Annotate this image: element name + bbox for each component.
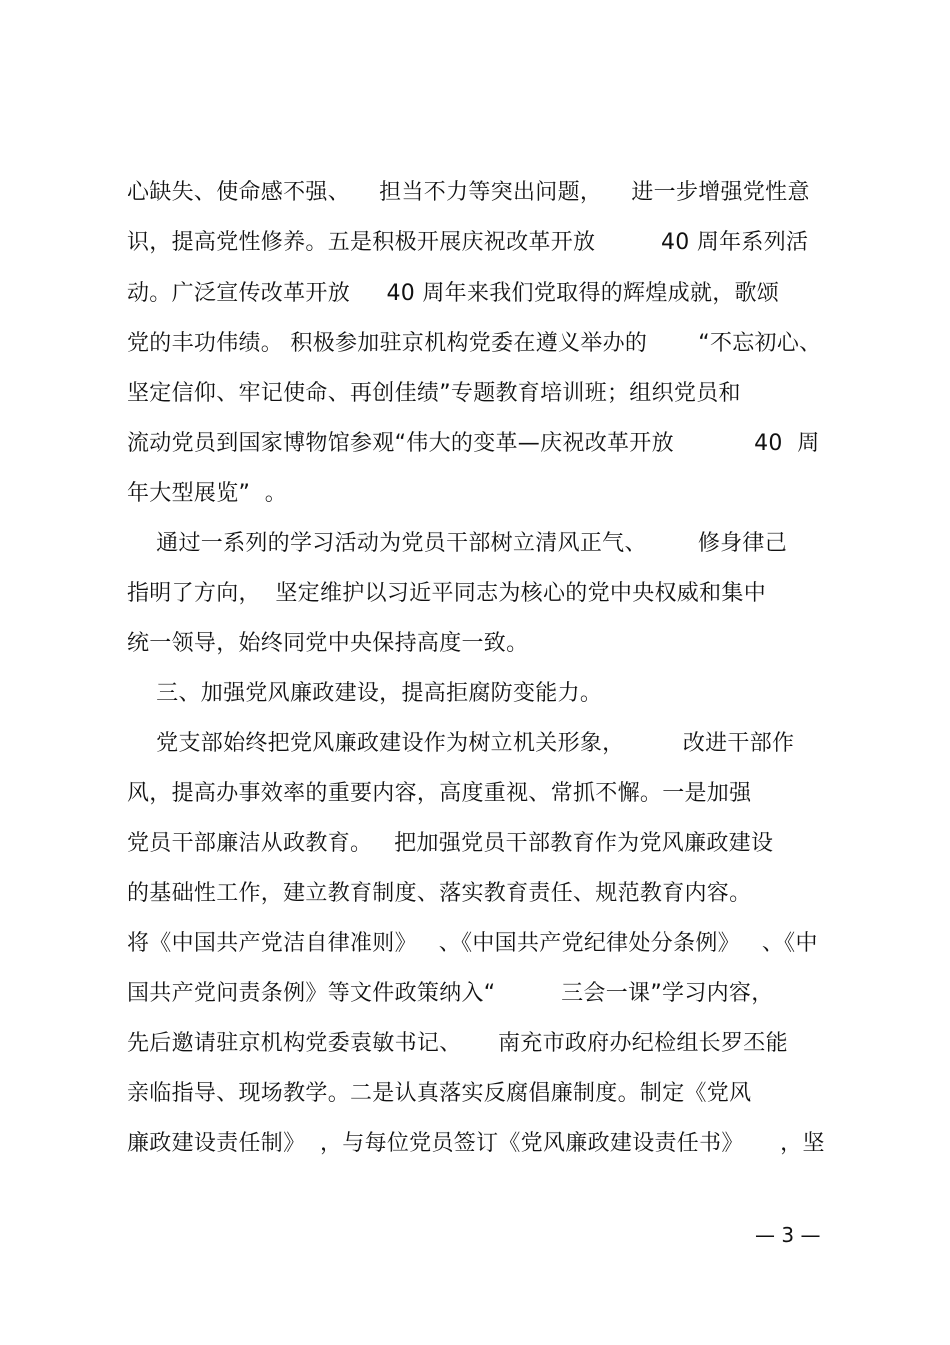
text-line: 风，提高办事效率的重要内容，高度重视、常抓不懈。一是加强 xyxy=(127,781,752,806)
text-line: 廉政建设责任制》 ，与每位党员签订《党风廉政建设责任书》 ，坚 xyxy=(127,1131,825,1156)
page-number: — 3 — xyxy=(755,1223,821,1247)
text-line: 流动党员到国家博物馆参观“伟大的变革—庆祝改革开放 40 周 xyxy=(127,431,820,456)
text-line: 亲临指导、现场教学。二是认真落实反腐倡廉制度。制定《党风 xyxy=(127,1081,752,1106)
text-line: 党支部始终把党风廉政建设作为树立机关形象， 改进干部作 xyxy=(127,731,795,756)
text-line: 国共产党问责条例》等文件政策纳入“ 三会一课”学习内容， xyxy=(127,981,774,1006)
text-line: 年大型展览” 。 xyxy=(127,481,288,506)
section-heading: 三、加强党风廉政建设，提高拒腐防变能力。 xyxy=(127,681,603,706)
text-line: 指明了方向， 坚定维护以习近平同志为核心的党中央权威和集中 xyxy=(127,581,766,606)
text-line: 坚定信仰、牢记使命、再创佳绩”专题教育培训班；组织党员和 xyxy=(127,381,741,406)
text-line: 心缺失、使命感不强、 担当不力等突出问题， 进一步增强党性意 xyxy=(127,180,810,205)
text-line: 党的丰功伟绩。 积极参加驻京机构党委在遵义举办的 “不忘初心、 xyxy=(127,331,822,356)
text-line: 的基础性工作，建立教育制度、落实教育责任、规范教育内容。 xyxy=(127,881,752,906)
text-line: 党员干部廉洁从政教育。 把加强党员干部教育作为党风廉政建设 xyxy=(127,831,774,856)
text-line: 统一领导，始终同党中央保持高度一致。 xyxy=(127,631,529,656)
text-line: 通过一系列的学习活动为党员干部树立清风正气、 修身律己 xyxy=(127,531,788,556)
text-line: 将《中国共产党洁自律准则》 、《中国共产党纪律处分条例》 、《中 xyxy=(127,931,818,956)
text-line: 动。广泛宣传改革开放 40 周年来我们党取得的辉煌成就，歌颂 xyxy=(127,281,780,306)
text-line: 先后邀请驻京机构党委袁敏书记、 南充市政府办纪检组长罗丕能 xyxy=(127,1031,788,1056)
text-line: 识，提高党性修养。五是积极开展庆祝改革开放 40 周年系列活 xyxy=(127,230,809,255)
